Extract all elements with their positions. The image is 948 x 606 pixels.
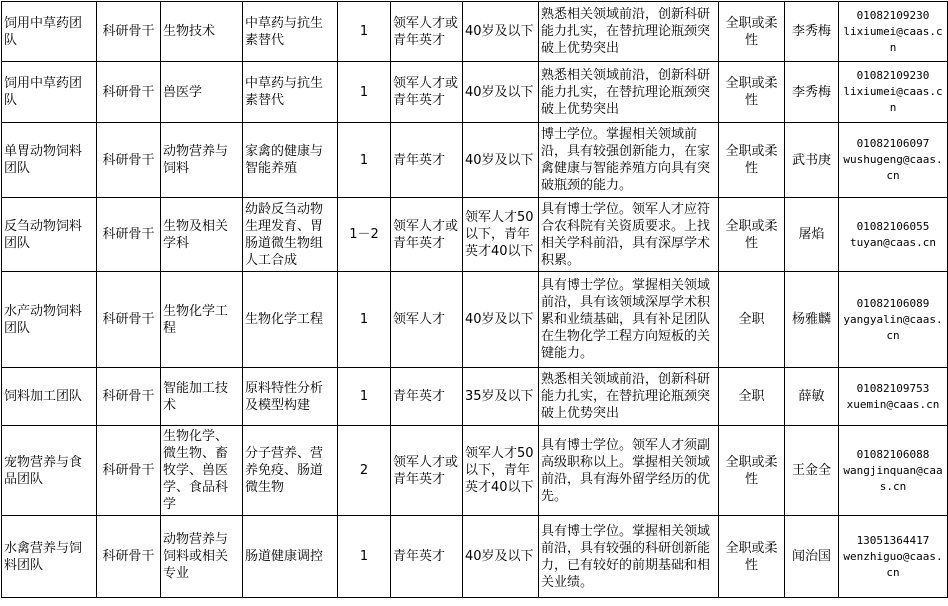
major-cell: 生物化学工程 xyxy=(161,272,243,368)
employment-mode-cell: 全职或柔性 xyxy=(719,2,785,62)
team-cell: 单胃动物饲料团队 xyxy=(2,123,97,198)
research-direction-cell: 家禽的健康与智能养殖 xyxy=(243,123,338,198)
position-cell: 科研骨干 xyxy=(97,198,161,272)
age-requirement-cell: 40岁及以下 xyxy=(463,272,539,368)
headcount-cell: 1 xyxy=(338,2,391,62)
position-cell: 科研骨干 xyxy=(97,368,161,426)
contact-email[interactable]: wenzhiguo@caas.cn xyxy=(843,549,943,579)
table-row xyxy=(2,62,948,123)
contact-phone: 01082109230 xyxy=(856,8,930,22)
requirement-cell: 熟悉相关领域前沿，创新科研能力扎实，在替抗理论瓶颈突破上优势突出 xyxy=(539,62,719,123)
position-cell: 科研骨干 xyxy=(97,2,161,62)
major-cell: 动物营养与饲料或相关专业 xyxy=(161,516,243,598)
contact-info-cell xyxy=(839,2,948,62)
research-direction-cell: 中草药与抗生素替代 xyxy=(243,62,338,123)
headcount-cell: 1－2 xyxy=(338,198,391,272)
team-cell: 水产动物饲料团队 xyxy=(2,272,97,368)
research-direction-cell: 肠道健康调控 xyxy=(243,516,338,598)
employment-mode-cell: 全职或柔性 xyxy=(719,198,785,272)
contact-email[interactable]: lixiumei@caas.cn xyxy=(843,85,943,114)
headcount-cell: 1 xyxy=(338,62,391,123)
headcount-cell: 1 xyxy=(338,368,391,426)
talent-category-cell: 领军人才或青年英才 xyxy=(391,426,463,516)
age-requirement-cell: 40岁及以下 xyxy=(463,123,539,198)
major-cell: 生物技术 xyxy=(161,2,243,62)
contact-phone: 13051364417 xyxy=(856,533,930,547)
talent-category-cell: 领军人才 xyxy=(391,272,463,368)
contact-email[interactable]: wangjinquan@caas.cn xyxy=(843,463,943,493)
requirement-cell: 熟悉相关领域前沿，创新科研能力扎实，在替抗理论瓶颈突破上优势突出 xyxy=(539,2,719,62)
table-body xyxy=(2,2,948,598)
employment-mode-cell: 全职 xyxy=(719,368,785,426)
age-requirement-cell: 40岁及以下 xyxy=(463,62,539,123)
contact-info-cell xyxy=(839,198,948,272)
research-direction-cell: 原料特性分析及模型构建 xyxy=(243,368,338,426)
contact-info-cell xyxy=(839,368,948,426)
age-requirement-cell: 40岁及以下 xyxy=(463,2,539,62)
talent-category-cell: 青年英才 xyxy=(391,516,463,598)
talent-category-cell: 青年英才 xyxy=(391,368,463,426)
contact-info-cell xyxy=(839,123,948,198)
research-direction-cell: 中草药与抗生素替代 xyxy=(243,2,338,62)
requirement-cell: 具有博士学位。掌握相关领域前沿，具有较强的科研创新能力，已有较好的前期基础和相关业绩。 xyxy=(539,516,719,598)
contact-name-cell: 屠焰 xyxy=(785,198,839,272)
contact-name-cell: 薛敏 xyxy=(785,368,839,426)
requirement-cell: 具有博士学位。领军人才须副高级职称以上。掌握相关领域前沿，具有海外留学经历的优先。 xyxy=(539,426,719,516)
table-row xyxy=(2,272,948,368)
major-cell: 动物营养与饲料 xyxy=(161,123,243,198)
age-requirement-cell: 领军人才50以下，青年英才40以下 xyxy=(463,198,539,272)
research-direction-cell: 分子营养、营养免疫、肠道微生物 xyxy=(243,426,338,516)
team-cell: 水禽营养与饲料团队 xyxy=(2,516,97,598)
contact-email[interactable]: xuemin@caas.cn xyxy=(846,397,940,411)
contact-phone: 01082106089 xyxy=(856,296,930,310)
contact-info-cell xyxy=(839,426,948,516)
major-cell: 智能加工技术 xyxy=(161,368,243,426)
table-row xyxy=(2,516,948,598)
contact-name-cell: 李秀梅 xyxy=(785,2,839,62)
team-cell: 反刍动物饲料团队 xyxy=(2,198,97,272)
table-row xyxy=(2,123,948,198)
position-cell: 科研骨干 xyxy=(97,426,161,516)
contact-info-cell xyxy=(839,62,948,123)
contact-name-cell: 李秀梅 xyxy=(785,62,839,123)
requirement-cell: 博士学位。掌握相关领域前沿，具有较强创新能力，在家禽健康与智能养殖方向具有突破瓶颈的能力。 xyxy=(539,123,719,198)
contact-name-cell: 武书庚 xyxy=(785,123,839,198)
research-direction-cell: 生物化学工程 xyxy=(243,272,338,368)
contact-email[interactable]: lixiumei@caas.cn xyxy=(843,24,943,54)
major-cell: 生物化学、微生物、畜牧学、兽医学、食品科学 xyxy=(161,426,243,516)
talent-category-cell: 领军人才或青年英才 xyxy=(391,2,463,62)
headcount-cell: 2 xyxy=(338,426,391,516)
employment-mode-cell: 全职或柔性 xyxy=(719,426,785,516)
table-row xyxy=(2,2,948,62)
recruitment-table xyxy=(1,1,948,598)
age-requirement-cell: 40岁及以下 xyxy=(463,516,539,598)
requirement-cell: 熟悉相关领域前沿，创新科研能力扎实，在替抗理论瓶颈突破上优势突出 xyxy=(539,368,719,426)
talent-category-cell: 领军人才或青年英才 xyxy=(391,62,463,123)
headcount-cell: 1 xyxy=(338,272,391,368)
employment-mode-cell: 全职或柔性 xyxy=(719,62,785,123)
contact-name-cell: 杨雅麟 xyxy=(785,272,839,368)
position-cell: 科研骨干 xyxy=(97,272,161,368)
employment-mode-cell: 全职 xyxy=(719,272,785,368)
contact-info-cell xyxy=(839,272,948,368)
contact-phone: 01082106088 xyxy=(856,447,930,461)
contact-phone: 01082106097 xyxy=(856,137,930,150)
table-row xyxy=(2,198,948,272)
team-cell: 饲用中草药团队 xyxy=(2,62,97,123)
contact-phone: 01082109230 xyxy=(856,69,930,82)
talent-category-cell: 领军人才或青年英才 xyxy=(391,198,463,272)
position-cell: 科研骨干 xyxy=(97,516,161,598)
headcount-cell: 1 xyxy=(338,123,391,198)
team-cell: 饲用中草药团队 xyxy=(2,2,97,62)
team-cell: 宠物营养与食品团队 xyxy=(2,426,97,516)
contact-phone: 01082109753 xyxy=(856,381,930,395)
team-cell: 饲料加工团队 xyxy=(2,368,97,426)
contact-email[interactable]: wushugeng@caas.cn xyxy=(843,153,943,182)
table-row xyxy=(2,368,948,426)
position-cell: 科研骨干 xyxy=(97,62,161,123)
contact-phone: 01082106055 xyxy=(856,219,930,233)
contact-info-cell xyxy=(839,516,948,598)
employment-mode-cell: 全职或柔性 xyxy=(719,516,785,598)
age-requirement-cell: 领军人才50以下，青年英才40以下 xyxy=(463,426,539,516)
talent-category-cell: 青年英才 xyxy=(391,123,463,198)
major-cell: 生物及相关学科 xyxy=(161,198,243,272)
headcount-cell: 1 xyxy=(338,516,391,598)
employment-mode-cell: 全职或柔性 xyxy=(719,123,785,198)
contact-email[interactable]: yangyalin@caas.cn xyxy=(843,312,943,342)
position-cell: 科研骨干 xyxy=(97,123,161,198)
age-requirement-cell: 35岁及以下 xyxy=(463,368,539,426)
contact-name-cell: 王金全 xyxy=(785,426,839,516)
research-direction-cell: 幼龄反刍动物生理发育、胃肠道微生物组人工合成 xyxy=(243,198,338,272)
table-row xyxy=(2,426,948,516)
contact-name-cell: 闻治国 xyxy=(785,516,839,598)
requirement-cell: 具有博士学位。领军人才应符合农科院有关资质要求。上找相关学科前沿，具有深厚学术积累。 xyxy=(539,198,719,272)
contact-email[interactable]: tuyan@caas.cn xyxy=(849,235,937,249)
major-cell: 兽医学 xyxy=(161,62,243,123)
requirement-cell: 具有博士学位。掌握相关领域前沿，具有该领域深厚学术积累和业绩基础，具有补足团队在生物化学工程方向短板的关键能力。 xyxy=(539,272,719,368)
